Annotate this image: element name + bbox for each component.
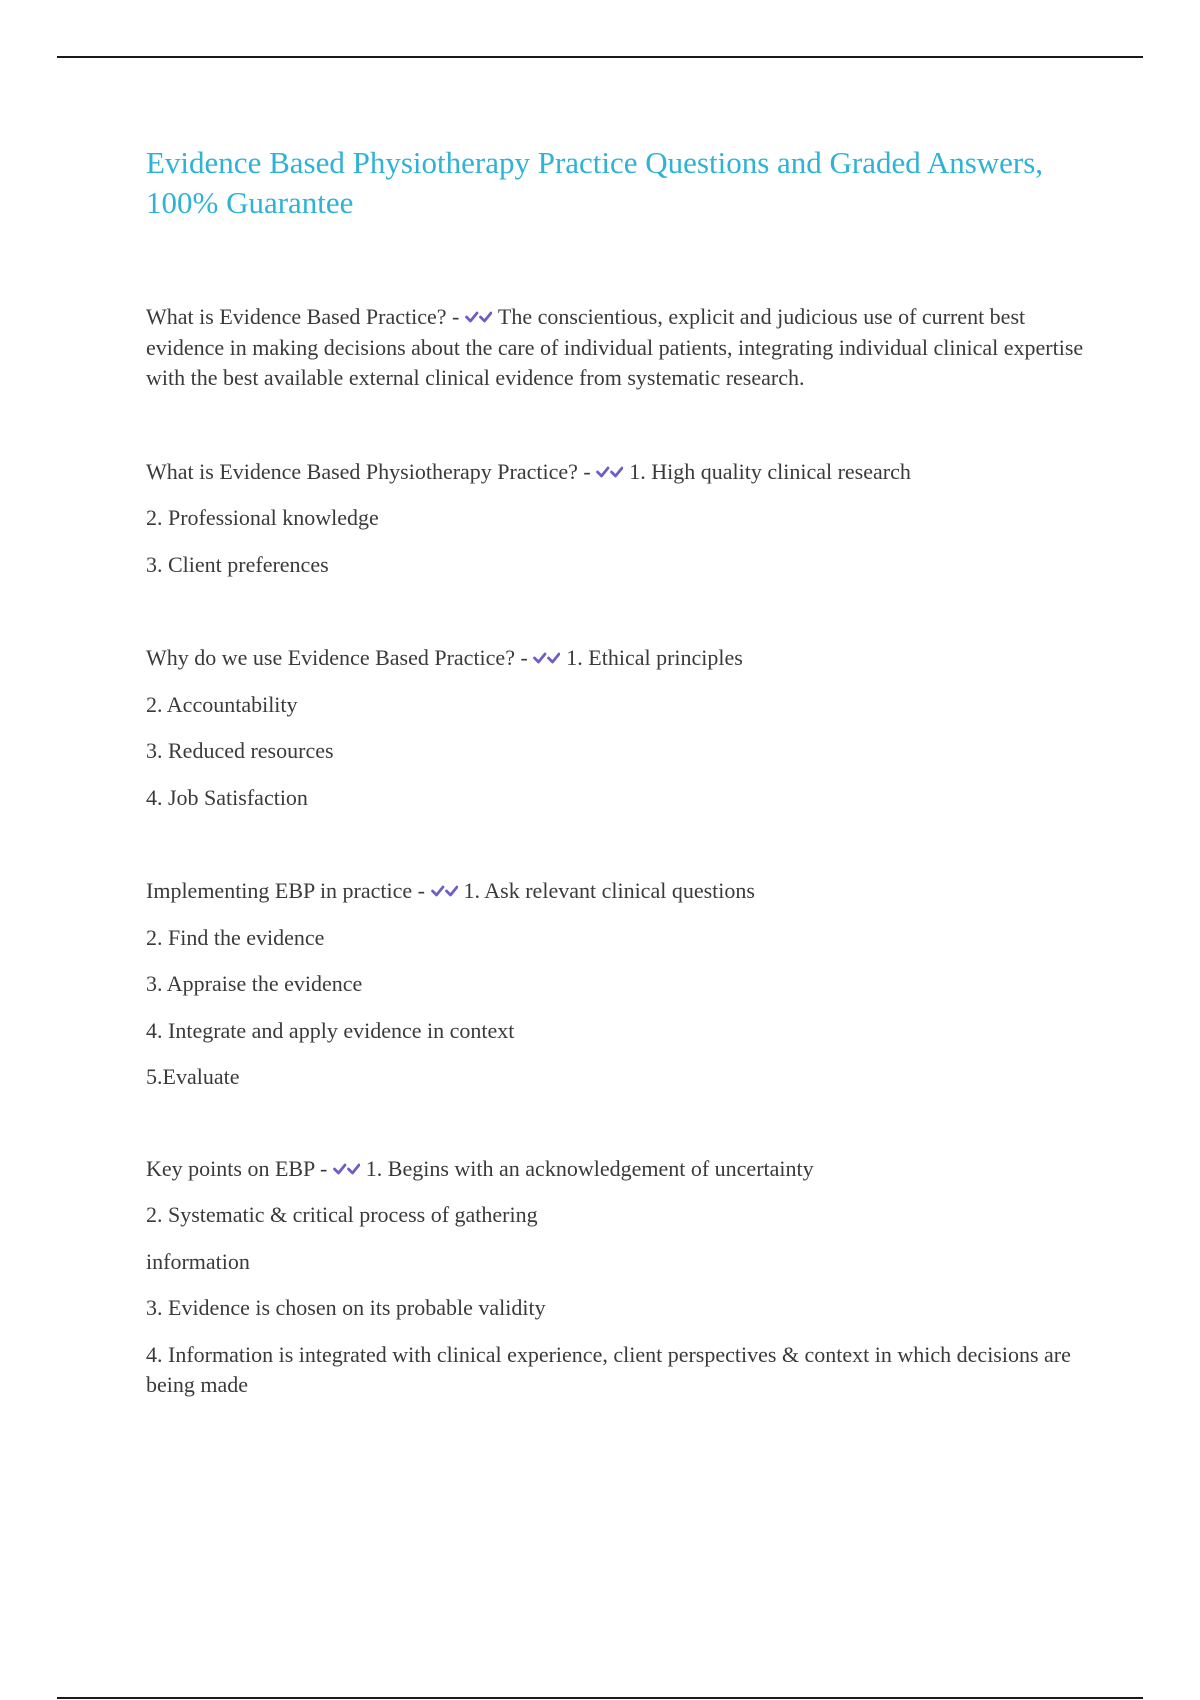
answer-line: 3. Client preferences bbox=[146, 551, 329, 577]
qa-question-line bbox=[146, 302, 1086, 394]
double-check-icon bbox=[465, 306, 492, 328]
question-text: Key points on EBP - bbox=[146, 1155, 328, 1181]
answer-line: 2. Systematic & critical process of gathering bbox=[146, 1202, 538, 1227]
answer-line: 3. Appraise the evidence bbox=[146, 971, 363, 996]
qa-item bbox=[146, 457, 1086, 581]
qa-item bbox=[146, 1154, 1086, 1401]
double-check-icon bbox=[333, 1158, 360, 1180]
question-text: What is Evidence Based Practice? - bbox=[146, 304, 460, 329]
qa-item bbox=[146, 876, 1086, 1093]
question-text: Implementing EBP in practice - bbox=[146, 878, 425, 903]
qa-question-line bbox=[146, 876, 1086, 907]
answer-line: 4. Job Satisfaction bbox=[146, 784, 308, 810]
answer-text: 1. Begins with an acknowledgement of uncertainty bbox=[365, 1155, 814, 1181]
double-check-icon bbox=[533, 647, 560, 669]
header-rule bbox=[57, 56, 1143, 58]
double-check-icon bbox=[431, 880, 458, 902]
footer-rule bbox=[57, 1697, 1143, 1699]
answer-line: 2. Find the evidence bbox=[146, 924, 325, 950]
answer-text: 1. Ask relevant clinical questions bbox=[463, 878, 755, 903]
answer-text: 1. High quality clinical research bbox=[629, 458, 911, 484]
document-body bbox=[146, 143, 1086, 1401]
qa-question-line bbox=[146, 1154, 1086, 1185]
answer-line: 3. Reduced resources bbox=[146, 738, 334, 763]
answer-text: The conscientious, explicit and judicious use of current best evidence in making decisions about the care of individual patients, integrating individual clinical expertise with the best available external clinical evidence from systematic research. bbox=[146, 304, 1084, 390]
answer-text: 1. Ethical principles bbox=[566, 645, 743, 670]
qa-item bbox=[146, 643, 1086, 813]
answer-line: 3. Evidence is chosen on its probable validity bbox=[146, 1295, 546, 1320]
question-text: What is Evidence Based Physiotherapy Practice? - bbox=[146, 458, 591, 484]
answer-line: information bbox=[146, 1248, 250, 1274]
qa-question-line bbox=[146, 457, 1086, 488]
qa-item bbox=[146, 302, 1086, 394]
qa-question-line bbox=[146, 643, 1086, 674]
question-text: Why do we use Evidence Based Practice? - bbox=[146, 645, 528, 670]
answer-line: 4. Integrate and apply evidence in context bbox=[146, 1017, 515, 1043]
answer-line: 2. Professional knowledge bbox=[146, 505, 379, 530]
double-check-icon bbox=[596, 461, 623, 483]
document-title: Evidence Based Physiotherapy Practice Questions and Graded Answers, 100% Guarantee bbox=[146, 145, 1044, 220]
answer-line: 4. Information is integrated with clinical experience, client perspectives & context in which decisions are being made bbox=[146, 1341, 1071, 1397]
answer-line: 2. Accountability bbox=[146, 691, 298, 717]
answer-line: 5.Evaluate bbox=[146, 1064, 240, 1089]
